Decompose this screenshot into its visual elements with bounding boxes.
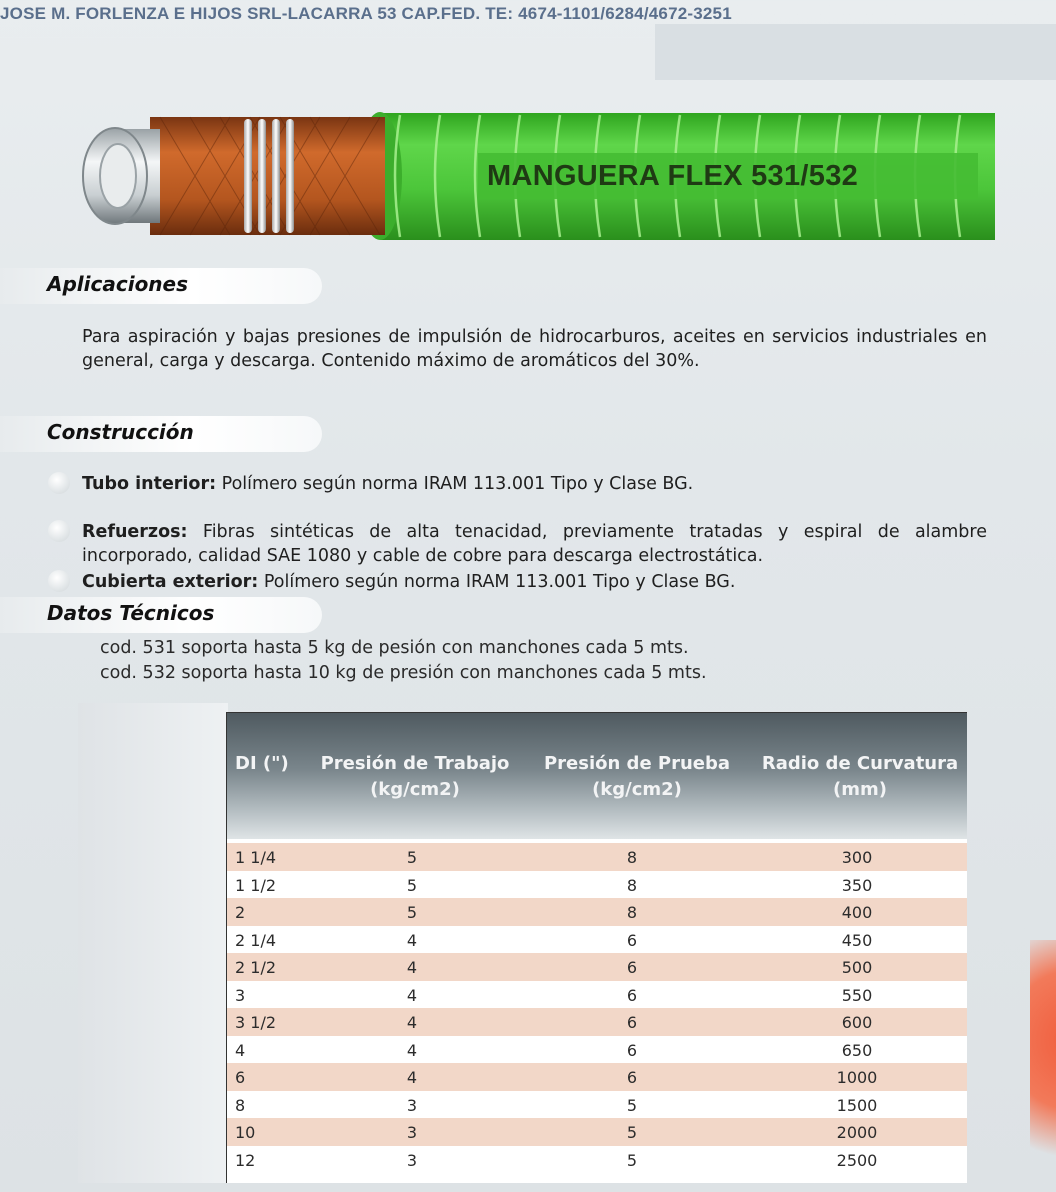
table-cell: 6	[626, 985, 638, 1005]
table-cell: 2 1/2	[235, 958, 277, 977]
table-cell: 650	[841, 1040, 873, 1060]
table-cell: 6	[626, 1013, 638, 1032]
bullet-icon	[48, 570, 70, 592]
aplicaciones-heading: Aplicaciones	[47, 272, 189, 296]
bullet-icon	[48, 520, 70, 542]
table-cell: 12	[235, 1150, 256, 1170]
table-row	[227, 871, 967, 899]
table-row	[227, 1036, 967, 1064]
column-header-presion-prueba	[537, 751, 737, 803]
table-cell: 3	[235, 985, 246, 1005]
table-row	[227, 898, 967, 926]
header-line: (kg/cm2)	[370, 779, 460, 800]
table-header	[227, 713, 967, 839]
table-cell: 600	[841, 1013, 873, 1032]
table-row	[227, 953, 967, 981]
table-row	[227, 1091, 967, 1119]
table-cell: 500	[841, 958, 873, 977]
table-cell: 3	[406, 1123, 418, 1142]
table-cell: 5	[626, 1150, 638, 1170]
datos-tecnicos-heading: Datos Técnicos	[47, 601, 215, 625]
table-cell: 350	[841, 875, 873, 895]
technical-note: cod. 531 soporta hasta 5 kg de pesión con manchones cada 5 mts.	[100, 638, 689, 658]
table-cell: 8	[626, 875, 638, 895]
table-cell: 4	[406, 985, 418, 1005]
table-cell: 4	[406, 930, 418, 950]
item-label: Refuerzos:	[82, 522, 188, 542]
item-label: Tubo interior:	[82, 474, 217, 494]
table-row	[227, 1063, 967, 1091]
table-cell: 4	[406, 958, 418, 977]
table-row	[227, 1146, 967, 1174]
column-header-di	[235, 751, 295, 777]
item-label: Cubierta exterior:	[82, 572, 259, 592]
table-cell: 1 1/4	[235, 848, 277, 867]
header-line: Presión de Trabajo	[320, 753, 510, 774]
construccion-heading: Construcción	[47, 420, 194, 444]
column-header-presion-trabajo	[315, 751, 515, 803]
specs-table	[226, 712, 967, 1183]
table-cell: 4	[406, 1068, 418, 1087]
table-cell: 4	[235, 1040, 246, 1060]
technical-note: cod. 532 soporta hasta 10 kg de presión con manchones cada 5 mts.	[100, 663, 707, 683]
table-row	[227, 843, 967, 871]
item-text: Fibras sintéticas de alta tenacidad, previamente tratadas y espiral de alambre incorporado, calidad SAE 1080 y cable de cobre para descarga electrostática.	[82, 522, 987, 566]
table-cell: 6	[626, 958, 638, 977]
table-cell: 5	[406, 903, 418, 922]
table-cell: 5	[626, 1123, 638, 1142]
table-row	[227, 1008, 967, 1036]
table-cell: 5	[626, 1095, 638, 1115]
table-cell: 2500	[836, 1150, 878, 1170]
table-cell: 4	[406, 1013, 418, 1032]
aplicaciones-text: Para aspiración y bajas presiones de impulsión de hidrocarburos, aceites en servicios industriales en general, carga y descarga. Contenido máximo de aromáticos del 30%.	[82, 327, 987, 371]
table-cell: 1500	[836, 1095, 878, 1115]
item-text: Polímero según norma IRAM 113.001 Tipo y Clase BG.	[216, 474, 694, 494]
header-line: DI (")	[235, 753, 289, 774]
table-cell: 6	[235, 1068, 246, 1087]
header-band	[655, 24, 1056, 80]
column-header-radio-curvatura	[755, 751, 965, 803]
table-shadow	[78, 703, 228, 1183]
construccion-item	[82, 520, 987, 568]
table-cell: 450	[841, 930, 873, 950]
table-cell: 550	[841, 985, 873, 1005]
table-cell: 3	[406, 1150, 418, 1170]
table-cell: 8	[626, 848, 638, 867]
table-cell: 400	[841, 903, 873, 922]
construccion-item	[82, 472, 987, 496]
table-cell: 10	[235, 1123, 256, 1142]
header-line: Radio de Curvatura	[761, 753, 959, 774]
table-cell: 2000	[836, 1123, 878, 1142]
table-cell: 4	[406, 1040, 418, 1060]
table-cell: 6	[626, 930, 638, 950]
table-row	[227, 926, 967, 954]
table-cell: 1 1/2	[235, 875, 277, 895]
table-cell: 5	[406, 848, 418, 867]
header-line: (mm)	[833, 779, 887, 800]
construccion-item	[82, 570, 987, 594]
header-line: Presión de Prueba	[543, 753, 731, 774]
table-cell: 2	[235, 903, 246, 922]
table-row	[227, 981, 967, 1009]
table-cell: 2 1/4	[235, 930, 277, 950]
product-title: MANGUERA FLEX 531/532	[487, 160, 859, 192]
company-header: JOSE M. FORLENZA E HIJOS SRL-LACARRA 53 CAP.FED. TE: 4674-1101/6284/4672-3251	[0, 4, 732, 23]
table-cell: 300	[841, 848, 873, 867]
table-cell: 5	[406, 875, 418, 895]
table-row	[227, 1118, 967, 1146]
table-cell: 3 1/2	[235, 1013, 277, 1032]
table-cell: 3	[406, 1095, 418, 1115]
header-line: (kg/cm2)	[592, 779, 682, 800]
table-cell: 6	[626, 1040, 638, 1060]
table-cell: 8	[235, 1095, 246, 1115]
item-text: Polímero según norma IRAM 113.001 Tipo y Clase BG.	[258, 572, 736, 592]
table-cell: 8	[626, 903, 638, 922]
table-cell: 1000	[836, 1068, 878, 1087]
bullet-icon	[48, 472, 70, 494]
table-cell: 6	[626, 1068, 638, 1087]
decorative-accent	[1030, 940, 1056, 1190]
